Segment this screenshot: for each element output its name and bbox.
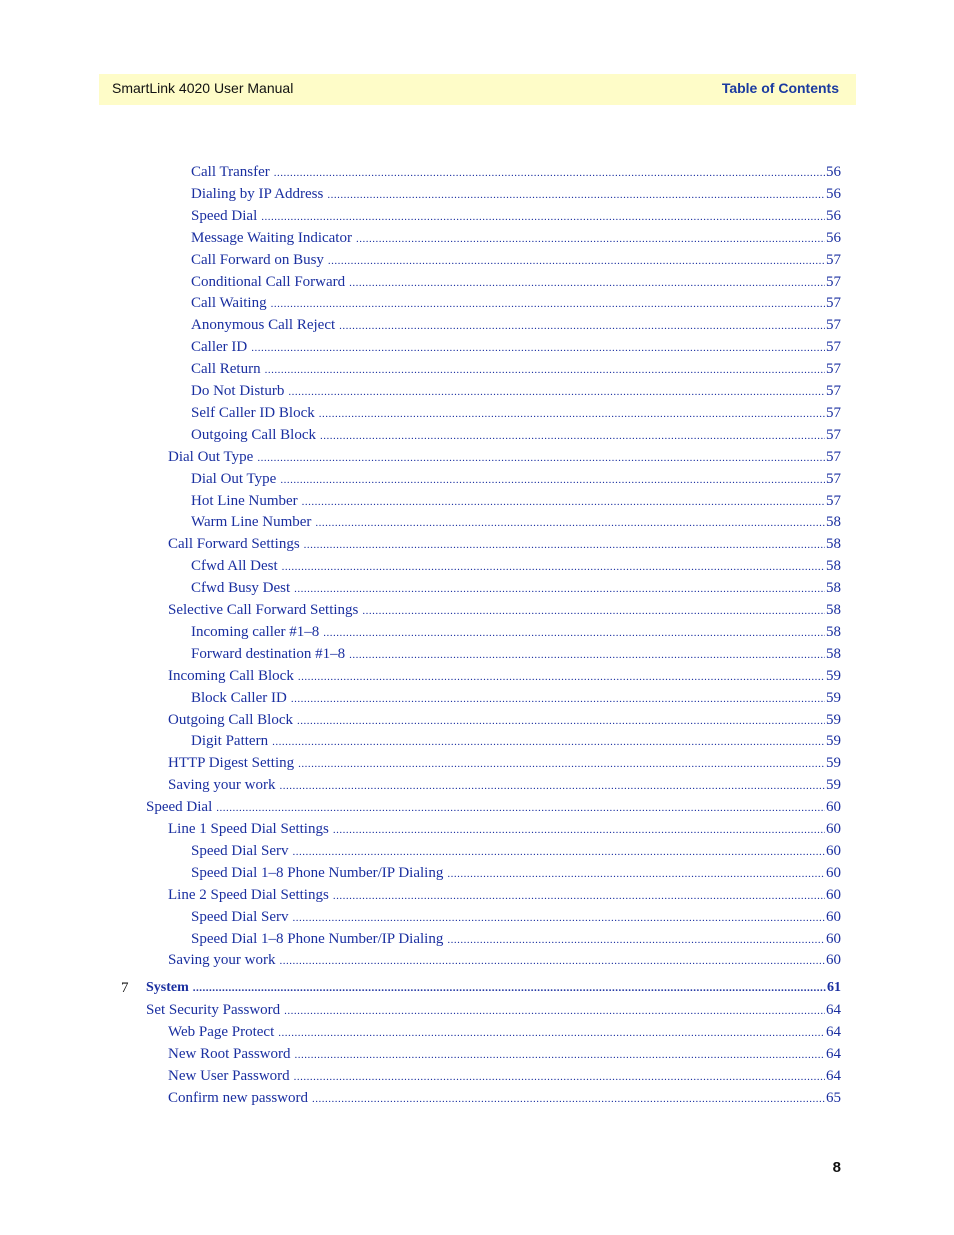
toc-entry-title: Dial Out Type xyxy=(191,470,277,487)
toc-entry-title: Call Return xyxy=(191,361,261,378)
toc-entry[interactable] xyxy=(191,206,841,226)
toc-entry[interactable] xyxy=(191,469,841,489)
toc-entry[interactable] xyxy=(168,666,841,686)
dot-leader xyxy=(327,185,825,205)
toc-entry-page: 59 xyxy=(826,689,841,706)
dot-leader xyxy=(298,667,825,687)
toc-entry-page: 60 xyxy=(826,799,841,816)
toc-entry-page: 57 xyxy=(826,383,841,399)
toc-entry-page: 60 xyxy=(826,864,841,881)
dot-leader xyxy=(302,492,825,512)
dot-leader xyxy=(447,930,825,950)
toc-entry-page: 57 xyxy=(826,492,841,509)
toc-entry-title: Set Security Password xyxy=(146,1002,281,1019)
toc-entry-title: Outgoing Call Block xyxy=(168,711,293,728)
toc-entry-page: 64 xyxy=(826,1002,841,1019)
dot-leader xyxy=(272,732,825,752)
toc-entry-title: Self Caller ID Block xyxy=(191,404,315,421)
toc-entry[interactable] xyxy=(168,950,841,970)
toc-entry[interactable] xyxy=(191,403,841,423)
toc-entry-title: Hot Line Number xyxy=(191,492,298,509)
toc-entry-page: 57 xyxy=(826,295,841,312)
toc-entry-title: Cfwd All Dest xyxy=(191,558,278,575)
toc-entry[interactable] xyxy=(191,162,841,182)
dot-leader xyxy=(216,798,825,818)
toc-entry-page: 64 xyxy=(826,1046,841,1063)
toc-entry[interactable] xyxy=(191,491,841,511)
toc-entry-title: Warm Line Number xyxy=(191,514,312,531)
toc-entry[interactable] xyxy=(146,1000,841,1020)
toc-entry-page: 57 xyxy=(826,361,841,378)
toc-entry-page: 57 xyxy=(826,339,841,356)
toc-entry[interactable] xyxy=(191,250,841,270)
dot-leader xyxy=(320,426,825,446)
toc-entry[interactable] xyxy=(191,381,841,401)
toc-entry[interactable] xyxy=(191,272,841,292)
dot-leader xyxy=(265,360,825,380)
toc-entry-title: Web Page Protect xyxy=(168,1024,275,1041)
toc-entry-title: Speed Dial xyxy=(146,799,213,816)
toc-entry[interactable] xyxy=(191,359,841,379)
toc-entry-title: Incoming Call Block xyxy=(168,667,294,684)
toc-entry[interactable] xyxy=(168,1066,841,1086)
toc-entry-page: 65 xyxy=(826,1089,841,1106)
toc-entry-page: 56 xyxy=(826,229,841,246)
document-title: SmartLink 4020 User Manual xyxy=(112,80,294,96)
dot-leader xyxy=(312,1089,825,1109)
toc-entry[interactable] xyxy=(168,1022,841,1042)
page-number: 8 xyxy=(832,1159,841,1176)
toc-entry-page: 58 xyxy=(826,580,841,597)
toc-entry-title: New Root Password xyxy=(168,1046,291,1063)
toc-entry[interactable] xyxy=(191,929,841,949)
toc-entry-page: 56 xyxy=(826,164,841,180)
dot-leader xyxy=(280,776,826,796)
toc-entry-page: 57 xyxy=(826,470,841,487)
dot-leader xyxy=(193,978,826,998)
toc-entry[interactable] xyxy=(191,337,841,357)
dot-leader xyxy=(292,908,825,928)
toc-entry-title: Conditional Call Forward xyxy=(191,273,346,290)
toc-entry[interactable] xyxy=(168,600,841,620)
toc-entry-page: 58 xyxy=(826,514,841,531)
toc-entry-title: Speed Dial Serv xyxy=(191,908,289,925)
toc-entry[interactable] xyxy=(168,447,841,467)
toc-entry-title: Dial Out Type xyxy=(168,448,254,465)
dot-leader xyxy=(315,513,825,533)
dot-leader xyxy=(333,820,825,840)
dot-leader xyxy=(282,557,825,577)
running-header xyxy=(99,74,856,105)
toc-entry[interactable] xyxy=(168,885,841,905)
toc-entry-page: 57 xyxy=(826,404,841,421)
toc-entry[interactable] xyxy=(191,184,841,204)
toc-entry[interactable] xyxy=(191,907,841,927)
toc-entry[interactable] xyxy=(168,819,841,839)
toc-entry-title: Confirm new password xyxy=(168,1089,308,1106)
dot-leader xyxy=(292,842,825,862)
dot-leader xyxy=(298,754,825,774)
toc-entry[interactable] xyxy=(168,1044,841,1064)
dot-leader xyxy=(447,864,825,884)
toc-entry-title: Caller ID xyxy=(191,339,248,356)
dot-leader xyxy=(251,338,825,358)
toc-entry[interactable] xyxy=(168,710,841,730)
toc-entry-title: Speed Dial Serv xyxy=(191,842,289,859)
toc-entry-title: Cfwd Busy Dest xyxy=(191,580,291,597)
toc-entry-page: 57 xyxy=(826,251,841,268)
toc-entry-title: Selective Call Forward Settings xyxy=(168,602,359,618)
toc-entry[interactable] xyxy=(168,534,841,554)
dot-leader xyxy=(295,1045,826,1065)
toc-entry[interactable] xyxy=(191,622,841,642)
toc-entry-title: Saving your work xyxy=(168,952,276,969)
dot-leader xyxy=(297,711,825,731)
toc-entry[interactable] xyxy=(191,644,841,664)
toc-entry-title: Call Waiting xyxy=(191,295,267,312)
toc-entry-page: 60 xyxy=(826,930,841,947)
dot-leader xyxy=(356,229,825,249)
dot-leader xyxy=(284,1001,825,1021)
toc-entry[interactable] xyxy=(191,228,841,248)
toc-entry-title: HTTP Digest Setting xyxy=(168,755,295,772)
dot-leader xyxy=(362,601,825,621)
toc-entry-title: Speed Dial 1–8 Phone Number/IP Dialing xyxy=(191,864,444,881)
dot-leader xyxy=(294,1067,825,1087)
dot-leader xyxy=(339,316,825,336)
dot-leader xyxy=(271,294,825,314)
section-title: Table of Contents xyxy=(721,80,839,96)
toc-entry[interactable] xyxy=(191,315,841,335)
toc-entry-title: Do Not Disturb xyxy=(191,383,285,399)
dot-leader xyxy=(323,623,825,643)
toc-entry-page: 59 xyxy=(826,755,841,772)
dot-leader xyxy=(349,645,825,665)
toc-entry-page: 56 xyxy=(826,185,841,202)
toc-entry[interactable] xyxy=(191,688,841,708)
toc-entry-page: 57 xyxy=(826,426,841,443)
toc-entry[interactable] xyxy=(168,775,841,795)
toc-entry[interactable] xyxy=(191,578,841,598)
toc-entry-title: System xyxy=(146,980,189,996)
dot-leader xyxy=(278,1023,825,1043)
toc-entry-title: Block Caller ID xyxy=(191,689,287,706)
dot-leader xyxy=(288,382,825,402)
toc-entry-title: New User Password xyxy=(168,1068,290,1084)
toc-entry-page: 60 xyxy=(826,908,841,925)
toc-entry-page: 59 xyxy=(826,733,841,750)
toc-entry-page: 61 xyxy=(827,980,841,996)
toc-entry[interactable] xyxy=(146,797,841,817)
toc-entry-title: Speed Dial xyxy=(191,207,258,224)
toc-entry-title: Call Forward Settings xyxy=(168,536,300,553)
toc-entry[interactable] xyxy=(168,753,841,773)
toc-entry-page: 56 xyxy=(826,207,841,224)
toc-entry-page: 58 xyxy=(826,623,841,640)
toc-entry-page: 60 xyxy=(826,842,841,859)
chapter-number: 7 xyxy=(121,980,129,997)
toc-entry-page: 64 xyxy=(826,1068,841,1084)
toc-entry-title: Call Forward on Busy xyxy=(191,251,324,268)
dot-leader xyxy=(328,251,825,271)
toc-entry-page: 58 xyxy=(826,536,841,553)
toc-entry-page: 59 xyxy=(826,777,841,794)
toc-entry-page: 59 xyxy=(826,667,841,684)
toc-entry[interactable] xyxy=(191,863,841,883)
toc-entry[interactable] xyxy=(191,841,841,861)
toc-entry-title: Forward destination #1–8 xyxy=(191,645,346,662)
dot-leader xyxy=(280,470,825,490)
toc-entry-page: 60 xyxy=(826,821,841,837)
toc-entry-page: 60 xyxy=(826,952,841,969)
toc-entry[interactable] xyxy=(168,1088,841,1108)
toc-entry-title: Digit Pattern xyxy=(191,733,269,750)
dot-leader xyxy=(261,207,825,227)
toc-entry[interactable] xyxy=(191,293,841,313)
toc-entry-title: Incoming caller #1–8 xyxy=(191,623,320,640)
toc-entry-page: 57 xyxy=(826,448,841,465)
toc-entry-title: Line 1 Speed Dial Settings xyxy=(168,821,329,837)
dot-leader xyxy=(280,951,826,971)
toc-entry-page: 60 xyxy=(826,886,841,903)
dot-leader xyxy=(349,273,825,293)
toc-chapter-entry[interactable] xyxy=(146,978,841,998)
toc-entry-page: 58 xyxy=(826,602,841,618)
toc-entry-page: 57 xyxy=(826,273,841,290)
toc-entry-page: 59 xyxy=(826,711,841,728)
dot-leader xyxy=(274,163,825,183)
dot-leader xyxy=(333,886,825,906)
toc-entry[interactable] xyxy=(191,512,841,532)
dot-leader xyxy=(319,404,825,424)
dot-leader xyxy=(294,579,825,599)
toc-entry[interactable] xyxy=(191,556,841,576)
toc-entry-page: 57 xyxy=(826,317,841,334)
dot-leader xyxy=(291,689,825,709)
toc-entry-page: 58 xyxy=(826,645,841,662)
toc-entry-page: 64 xyxy=(826,1024,841,1041)
toc-entry-title: Line 2 Speed Dial Settings xyxy=(168,886,329,903)
toc-entry-title: Anonymous Call Reject xyxy=(191,317,336,334)
toc-entry-title: Dialing by IP Address xyxy=(191,185,324,202)
toc-entry-title: Saving your work xyxy=(168,777,276,794)
dot-leader xyxy=(257,448,825,468)
dot-leader xyxy=(304,535,825,555)
toc-entry-page: 58 xyxy=(826,558,841,575)
toc-entry[interactable] xyxy=(191,731,841,751)
toc-entry-title: Message Waiting Indicator xyxy=(191,229,352,246)
toc-entry-title: Outgoing Call Block xyxy=(191,426,316,443)
toc-entry-title: Speed Dial 1–8 Phone Number/IP Dialing xyxy=(191,930,444,947)
toc-entry-title: Call Transfer xyxy=(191,164,270,180)
toc-entry[interactable] xyxy=(191,425,841,445)
